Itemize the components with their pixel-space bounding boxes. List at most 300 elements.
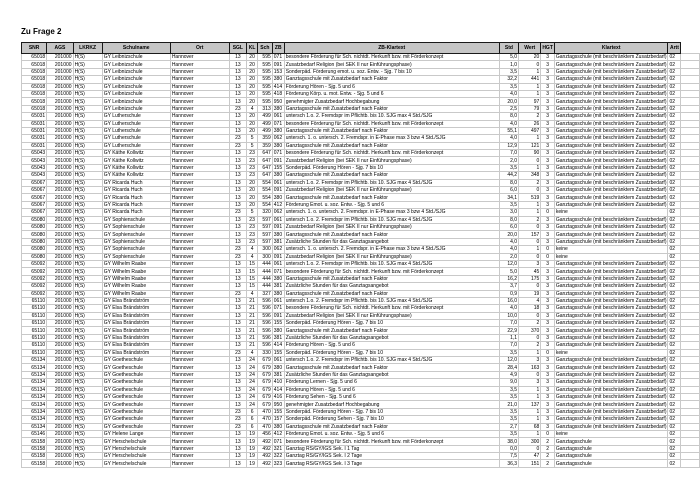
table-cell: 02 (668, 150, 681, 157)
table-cell: Hannover (170, 135, 229, 142)
table-cell: GY Käthe Kollwitz (102, 172, 170, 179)
table-cell: 65158 (22, 438, 47, 445)
table-cell-filler (681, 246, 700, 253)
table-cell: 679 (258, 379, 273, 386)
table-cell: H(S) (73, 76, 102, 83)
page-title: Zu Frage 2 (21, 27, 62, 36)
table-cell: 10,0 (499, 312, 518, 319)
table-cell: 201000 (47, 445, 73, 452)
table-row (22, 357, 700, 364)
table-cell: 499 (258, 113, 273, 120)
table-cell: Ganztagsschule (mit beschränktem Zusatzbedarf) (555, 275, 667, 282)
table-cell: H(S) (73, 135, 102, 142)
table-cell: 380 (272, 364, 284, 371)
table-cell: Hannover (170, 401, 229, 408)
table-cell: 201000 (47, 76, 73, 83)
table-cell: Ganztagsschule (mit beschränktem Zusatzbedarf) (555, 187, 667, 194)
table-cell: 3 (541, 90, 555, 97)
table-cell: H(S) (73, 364, 102, 371)
table-cell: 1 (519, 209, 541, 216)
table-cell: untersch. 1. o. untersch. 2. Fremdspr. in E-Phase max 3 bzw 4 Std./SJG (284, 246, 499, 253)
table-cell: 175 (519, 275, 541, 282)
table-cell: 13 (229, 312, 247, 319)
table-cell: 061 (272, 216, 284, 223)
table-cell-filler (681, 275, 700, 282)
table-cell: 19 (247, 445, 258, 452)
table-cell: Hannover (170, 201, 229, 208)
table-cell: H(S) (73, 61, 102, 68)
table-cell: 327 (258, 290, 273, 297)
table-cell-filler (681, 445, 700, 452)
table-cell: 380 (272, 127, 284, 134)
table-cell: 20 (247, 90, 258, 97)
table-cell: Hannover (170, 105, 229, 112)
table-cell: 23 (229, 246, 247, 253)
table-cell: Hannover (170, 238, 229, 245)
table-cell: H(S) (73, 357, 102, 364)
table-cell: 20 (247, 54, 258, 61)
table-row (22, 460, 700, 467)
table-cell: 151 (519, 460, 541, 467)
table-cell: 201000 (47, 349, 73, 356)
table-row (22, 54, 700, 61)
table-cell: 3 (519, 357, 541, 364)
table-cell-filler (681, 349, 700, 356)
table-cell: 21 (247, 312, 258, 319)
table-cell: 3,7 (499, 283, 518, 290)
table-cell: 7,0 (499, 150, 518, 157)
table-cell: 492 (258, 460, 273, 467)
table-cell: 071 (272, 120, 284, 127)
table-cell: 65018 (22, 68, 47, 75)
table-cell: 380 (272, 290, 284, 297)
table-cell: 21 (247, 334, 258, 341)
table-row (22, 260, 700, 267)
column-header-zb: ZB (272, 43, 284, 54)
table-cell: 3 (541, 113, 555, 120)
table-cell: 13 (229, 364, 247, 371)
table-cell: keine (554, 430, 668, 437)
table-cell: 163 (519, 364, 541, 371)
table-cell: 20 (247, 83, 258, 90)
table-cell: H(S) (73, 223, 102, 230)
table-cell: GY Herschelschule (102, 460, 170, 467)
table-cell: 1 (519, 164, 541, 171)
table-cell: 1 (519, 416, 541, 423)
table-cell: Hannover (170, 445, 229, 452)
table-cell: 23 (229, 290, 247, 297)
table-cell-filler (681, 253, 700, 260)
table-cell: 1 (519, 430, 541, 437)
table-cell: 13 (229, 268, 247, 275)
table-cell: Ganztagsschule (554, 460, 668, 467)
table-cell: 201000 (47, 238, 73, 245)
table-cell: H(S) (73, 445, 102, 452)
table-cell: Ganztagsschule (mit beschränktem Zusatzbedarf) (555, 298, 667, 305)
table-row (22, 105, 700, 112)
table-cell: 3 (541, 386, 555, 393)
table-cell: 201000 (47, 438, 73, 445)
table-row (22, 320, 700, 327)
table-cell: 65031 (22, 127, 47, 134)
table-cell: Ganztag RS/GY/IGS Sek. I 1 Tag (284, 445, 499, 452)
table-cell: 0 (519, 312, 541, 319)
table-cell: Ganztagsschule (mit beschränktem Zusatzbedarf) (555, 68, 667, 75)
table-cell: 4,0 (499, 135, 518, 142)
table-cell: 65110 (22, 305, 47, 312)
column-header-snr: SNR (22, 43, 47, 54)
table-cell: 201000 (47, 172, 73, 179)
table-cell: 201000 (47, 342, 73, 349)
table-cell: 13 (229, 113, 247, 120)
table-cell: 90 (519, 150, 541, 157)
table-cell: 3 (541, 260, 555, 267)
table-cell: 13 (229, 216, 247, 223)
table-cell: 6 (247, 423, 258, 430)
table-cell: 201000 (47, 120, 73, 127)
table-cell: 3,5 (499, 201, 518, 208)
table-cell: H(S) (73, 127, 102, 134)
table-cell: 65092 (22, 268, 47, 275)
table-row (22, 157, 700, 164)
table-cell-filler (681, 320, 700, 327)
table-cell: 65080 (22, 253, 47, 260)
table-cell: 5 (247, 135, 258, 142)
table-cell: 380 (272, 142, 284, 149)
table-cell: 3 (541, 216, 555, 223)
table-cell: 381 (272, 334, 284, 341)
table-cell: 0,9 (499, 290, 518, 297)
table-cell: Ganztagsschule (554, 438, 668, 445)
table-cell: 13 (229, 172, 247, 179)
table-cell: GY Goetheschule (102, 393, 170, 400)
table-cell: 380 (272, 76, 284, 83)
table-row (22, 268, 700, 275)
table-cell: 65067 (22, 187, 47, 194)
table-cell: GY Herschelschule (102, 438, 170, 445)
table-cell: 3 (541, 371, 555, 378)
table-cell: genehmigter Zusatzbedarf Hochbegabung (284, 98, 499, 105)
table-cell: Hannover (170, 127, 229, 134)
table-cell: Ganztagsschule (mit beschränktem Zusatzbedarf) (555, 105, 667, 112)
table-cell-filler (681, 342, 700, 349)
table-cell: 65092 (22, 275, 47, 282)
table-cell: 02 (668, 120, 681, 127)
column-header-filler (681, 43, 700, 54)
table-cell-filler (681, 305, 700, 312)
table-cell: 16,2 (499, 275, 518, 282)
table-cell: 414 (272, 83, 284, 90)
table-cell: 13 (229, 68, 247, 75)
table-cell: H(S) (73, 120, 102, 127)
table-cell: 23 (229, 408, 247, 415)
table-cell: GY Goetheschule (102, 379, 170, 386)
table-cell: 061 (272, 260, 284, 267)
table-cell: GY Herschelschule (102, 445, 170, 452)
table-cell: keine (554, 209, 668, 216)
table-cell: 6,0 (499, 187, 518, 194)
table-cell: 155 (272, 349, 284, 356)
table-cell: 3 (541, 157, 555, 164)
table-cell: 02 (668, 216, 681, 223)
table-cell: 13 (229, 334, 247, 341)
table-cell: 02 (668, 201, 681, 208)
table-cell: 444 (258, 275, 273, 282)
school-data-table (21, 42, 700, 468)
table-cell: GY Sophienschule (102, 216, 170, 223)
table-cell: 3 (541, 238, 555, 245)
column-header-hgt: HGT (541, 43, 555, 54)
table-cell: 13 (229, 98, 247, 105)
table-cell: 3 (541, 164, 555, 171)
table-cell: 4,0 (499, 120, 518, 127)
table-cell: 23 (247, 238, 258, 245)
table-cell: 23 (229, 416, 247, 423)
table-cell: 595 (258, 54, 273, 61)
table-cell: 381 (272, 371, 284, 378)
table-cell: 02 (668, 127, 681, 134)
table-cell: untersch 1.o. 2. Fremdspr im Pflichtb. bis 10. SJG max 4 Std./SJG (284, 216, 499, 223)
table-cell: 300 (258, 253, 273, 260)
table-cell: 1 (519, 135, 541, 142)
column-header-klartext: Klartext (554, 43, 668, 54)
table-cell: 3 (541, 305, 555, 312)
table-cell: Ganztagsschule mit Zusatzbedarf nach Faktor (284, 275, 499, 282)
table-cell: 13 (229, 305, 247, 312)
table-cell: 441 (519, 76, 541, 83)
table-cell: 0 (519, 223, 541, 230)
table-cell: 3 (541, 334, 555, 341)
table-row (22, 142, 700, 149)
table-cell: 679 (258, 364, 273, 371)
table-cell: Ganztagsschule (mit beschränktem Zusatzbedarf) (555, 83, 667, 90)
table-cell: 2 (519, 216, 541, 223)
table-cell: 02 (668, 90, 681, 97)
table-cell: 02 (668, 83, 681, 90)
table-cell: 34,1 (499, 194, 518, 201)
table-cell: 3 (541, 364, 555, 371)
table-cell: 23 (229, 105, 247, 112)
table-cell: 3 (541, 408, 555, 415)
table-cell: 201000 (47, 246, 73, 253)
table-cell: 65146 (22, 430, 47, 437)
table-cell: 201000 (47, 401, 73, 408)
table-cell: H(S) (73, 393, 102, 400)
table-cell: Ganztagsschule (mit beschränktem Zusatzbedarf) (555, 54, 667, 61)
table-cell: 470 (258, 416, 273, 423)
table-cell: 02 (668, 297, 681, 304)
table-cell: GY Ricarda Huch (102, 179, 170, 186)
table-cell: Ganztagsschule mit Zusatzbedarf nach Faktor (284, 142, 499, 149)
table-cell-filler (681, 423, 700, 430)
table-cell: 647 (258, 157, 273, 164)
table-cell: 13 (229, 238, 247, 245)
table-cell: Zusatzbedarf Religion (bei SEK II nur Einführungsphase) (284, 253, 499, 260)
table-cell: 9,0 (499, 379, 518, 386)
table-cell: H(S) (73, 253, 102, 260)
table-cell: 3,5 (499, 408, 518, 415)
table-cell: Ganztagsschule mit Zusatzbedarf nach Faktor (284, 127, 499, 134)
table-cell: 02 (668, 54, 681, 61)
table-cell: 02 (668, 460, 681, 467)
table-row (22, 379, 700, 386)
table-cell-filler (681, 157, 700, 164)
table-cell-filler (681, 290, 700, 297)
table-cell: keine (554, 253, 668, 260)
table-cell: 02 (668, 430, 681, 437)
table-cell: 02 (668, 135, 681, 142)
table-cell: H(S) (73, 460, 102, 467)
table-cell: 65067 (22, 201, 47, 208)
table-row (22, 386, 700, 393)
table-row (22, 135, 700, 142)
table-cell: 4 (247, 253, 258, 260)
table-cell: 24 (247, 371, 258, 378)
table-cell-filler (681, 98, 700, 105)
table-cell: Ganztagsschule (mit beschränktem Zusatzbedarf) (555, 312, 667, 319)
table-cell: 201000 (47, 231, 73, 238)
table-cell: 596 (258, 312, 273, 319)
table-cell: untersch 1.o. 2. Fremdspr im Pflichtb. bis 10. SJG max 4 Std./SJG (284, 260, 499, 267)
table-cell: Zusatzbedarf Religion (bei SEK II nur Einführungsphase) (284, 312, 499, 319)
table-cell: 3,5 (499, 393, 518, 400)
table-cell: Hannover (170, 120, 229, 127)
table-cell: 02 (668, 157, 681, 164)
table-cell: 4 (247, 105, 258, 112)
table-cell: 0 (519, 334, 541, 341)
table-row (22, 216, 700, 223)
table-cell: 65134 (22, 423, 47, 430)
table-cell: 062 (272, 135, 284, 142)
table-row (22, 334, 700, 341)
table-cell: 20 (247, 201, 258, 208)
table-cell: Zusatzbedarf Religion (bei SEK II nur Einführungsphase) (284, 187, 499, 194)
table-cell: 23 (229, 135, 247, 142)
table-cell: 13 (229, 61, 247, 68)
table-cell: 201000 (47, 453, 73, 460)
table-cell: Zusätzliche Stunden für das Ganztagsangebot (284, 283, 499, 290)
table-cell: 8,0 (499, 113, 518, 120)
table-cell: 24 (247, 357, 258, 364)
table-cell: Hannover (170, 371, 229, 378)
table-cell: 3 (541, 393, 555, 400)
table-cell: 201000 (47, 320, 73, 327)
table-cell: untersch 1.o. 2. Fremdspr im Pflichtb. bis 10. SJG max 4 Std./SJG (284, 113, 499, 120)
table-cell: 519 (519, 194, 541, 201)
table-cell: Ganztagsschule mit Zusatzbedarf nach Faktor (284, 327, 499, 334)
table-cell: 44,2 (499, 172, 518, 179)
table-cell-filler (681, 430, 700, 437)
table-cell: 3 (541, 142, 555, 149)
table-cell: Ganztagsschule (mit beschränktem Zusatzbedarf) (555, 113, 667, 120)
table-cell: Ganztagsschule (mit beschränktem Zusatzbedarf) (555, 320, 667, 327)
table-cell: GY Leibnizschule (102, 54, 170, 61)
table-cell: 201000 (47, 312, 73, 319)
table-cell: Ganztagsschule (mit beschränktem Zusatzbedarf) (555, 76, 667, 83)
table-cell: Hannover (170, 357, 229, 364)
table-row (22, 127, 700, 134)
table-cell-filler (681, 312, 700, 319)
table-cell: H(S) (73, 371, 102, 378)
table-cell: H(S) (73, 164, 102, 171)
table-cell-filler (681, 142, 700, 149)
table-cell: 13 (229, 194, 247, 201)
table-cell: 15 (247, 275, 258, 282)
table-cell: H(S) (73, 430, 102, 437)
table-cell: GY Elsa Brändström (102, 349, 170, 356)
table-cell: H(S) (73, 142, 102, 149)
table-cell: 062 (272, 246, 284, 253)
table-cell: Förderung Sehen - Sjg. 5 und 6 (284, 393, 499, 400)
table-cell: 02 (668, 386, 681, 393)
table-cell: GY Herschelschule (102, 453, 170, 460)
table-cell: Ganztagsschule (mit beschränktem Zusatzbedarf) (555, 142, 667, 149)
table-cell: 65134 (22, 416, 47, 423)
table-cell: H(S) (73, 172, 102, 179)
table-cell: 23 (247, 150, 258, 157)
table-cell: 23 (229, 209, 247, 216)
table-cell: 414 (272, 342, 284, 349)
table-cell: 65018 (22, 83, 47, 90)
table-cell: Hannover (170, 364, 229, 371)
table-cell: 02 (668, 423, 681, 430)
table-cell: 65092 (22, 283, 47, 290)
table-cell: 65134 (22, 357, 47, 364)
table-cell: 061 (272, 113, 284, 120)
table-cell: H(S) (73, 54, 102, 61)
table-cell: 23 (229, 142, 247, 149)
table-row (22, 349, 700, 356)
table-cell: 3 (541, 275, 555, 282)
table-cell: 3,5 (499, 68, 518, 75)
table-cell: Förderung Emot. u. soz. Entw. - Sjg. 5 und 6 (284, 430, 499, 437)
table-cell: Ganztagsschule (mit beschränktem Zusatzbedarf) (555, 150, 667, 157)
table-cell: 201000 (47, 194, 73, 201)
table-cell: 24 (247, 386, 258, 393)
table-cell: 3,5 (499, 386, 518, 393)
table-cell: 02 (668, 290, 681, 297)
table-cell: 12,9 (499, 142, 518, 149)
table-cell-filler (681, 327, 700, 334)
table-cell: 380 (272, 423, 284, 430)
table-cell: untersch. 1. o. untersch. 2. Fremdspr. in E-Phase max 3 bzw 4 Std./SJG (284, 209, 499, 216)
table-cell: 02 (668, 179, 681, 186)
table-cell: 02 (668, 113, 681, 120)
table-cell: 02 (668, 61, 681, 68)
table-cell: 155 (272, 408, 284, 415)
table-cell: Förderung Lernen - Sjg. 5 und 6 (284, 379, 499, 386)
table-cell: 1 (519, 68, 541, 75)
table-cell: 13 (229, 83, 247, 90)
table-cell: 65110 (22, 327, 47, 334)
table-row (22, 68, 700, 75)
table-cell: Ganztagsschule (mit beschränktem Zusatzbedarf) (555, 290, 667, 297)
table-cell-filler (681, 231, 700, 238)
table-cell: H(S) (73, 216, 102, 223)
table-cell: Ganztagsschule mit Zusatzbedarf nach Faktor (284, 105, 499, 112)
table-cell: 3 (519, 379, 541, 386)
table-cell-filler (681, 334, 700, 341)
table-cell: 5 (247, 209, 258, 216)
table-cell: 2 (519, 179, 541, 186)
table-cell: Hannover (170, 275, 229, 282)
table-cell: 13 (229, 164, 247, 171)
table-cell: 13 (229, 393, 247, 400)
table-cell: Ganztag RS/GY/IGS Sek. I 2 Tage (284, 453, 499, 460)
table-cell: 02 (668, 68, 681, 75)
table-cell-filler (681, 113, 700, 120)
table-cell: 2 (519, 320, 541, 327)
